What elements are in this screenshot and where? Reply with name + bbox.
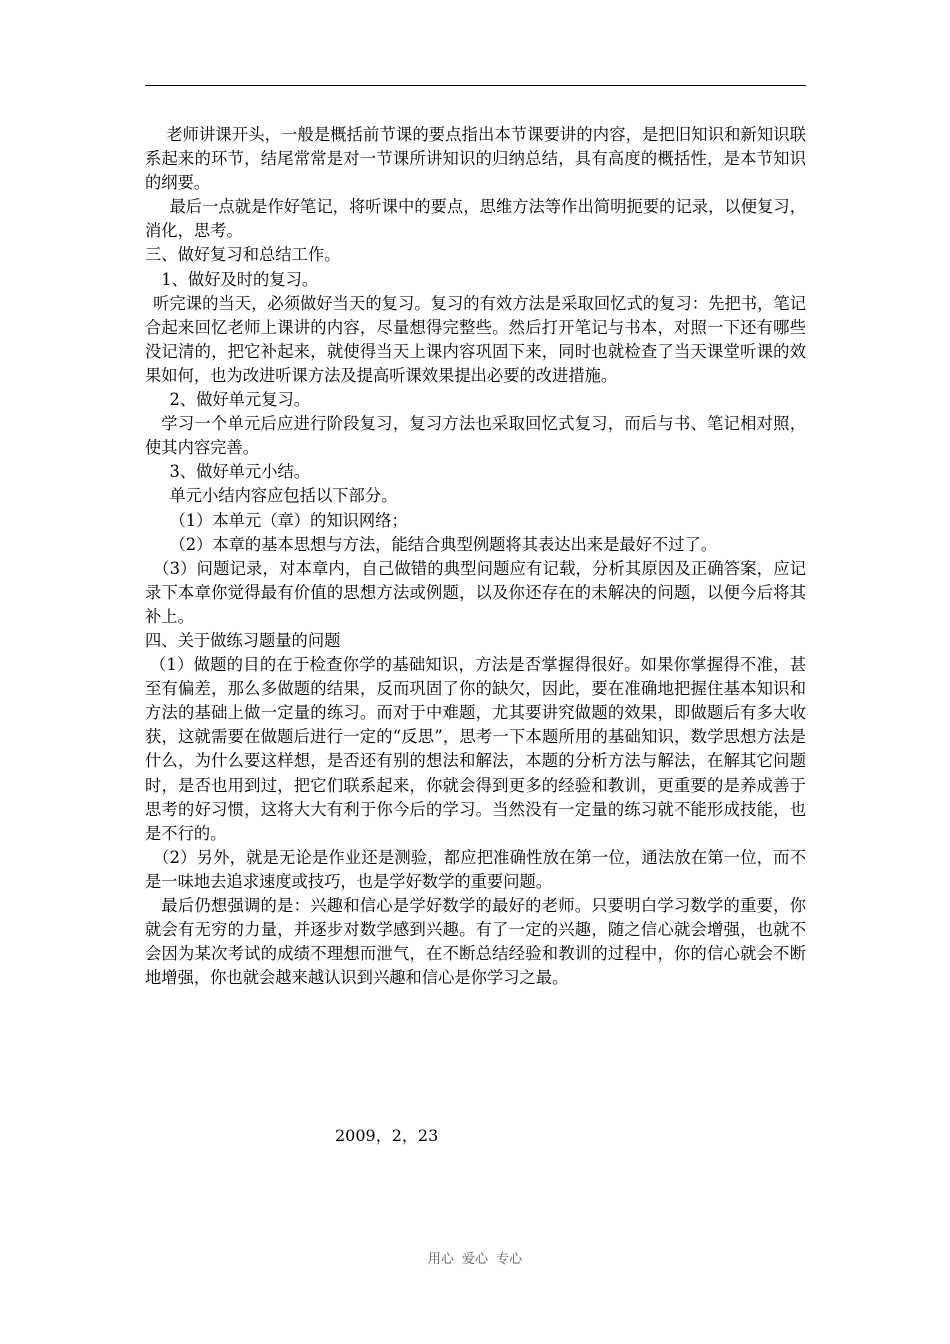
paragraph: 最后仍想强调的是：兴趣和信心是学好数学的最好的老师。只要明白学习数学的重要，你就会有无穷的力量，并逐步对数学感到兴趣。有了一定的兴趣，随之信心就会增强，也就不会因为某次考试的成绩不理想而泄气，在不断总结经验和教训的过程中，你的信心就会不断地增强，你也就会越来越认识到兴趣和信心是你学习之最。 <box>145 896 806 988</box>
document-body <box>145 123 806 990</box>
paragraph: 3、做好单元小结。 <box>169 462 311 482</box>
header-rule <box>145 85 806 86</box>
paragraph: 听完课的当天，必须做好当天的复习。复习的有效方法是采取回忆式的复习：先把书，笔记合起来回忆老师上课讲的内容，尽量想得完整些。然后打开笔记与书本，对照一下还有哪些没记清的，把它补起来，就使得当天上课内容巩固下来，同时也就检查了当天课堂听课的效果如何，也为改进听课方法及提高听课效果提出必要的改进措施。 <box>145 293 806 385</box>
paragraph: （1）本单元（章）的知识网络； <box>169 510 408 530</box>
paragraph: 单元小结内容应包括以下部分。 <box>169 486 398 506</box>
paragraph: 四、关于做练习题量的问题 <box>145 630 341 650</box>
paragraph: 老师讲课开头，一般是概括前节课的要点指出本节课要讲的内容，是把旧知识和新知识联系起来的环节，结尾常常是对一节课所讲知识的归纳总结，具有高度的概括性，是本节知识的纲要。 <box>145 125 806 193</box>
paragraph: 三、做好复习和总结工作。 <box>145 245 341 265</box>
paragraph: （3）问题记录，对本章内，自己做错的典型问题应有记载，分析其原因及正确答案，应记录下本章你觉得最有价值的思想方法或例题，以及你还存在的未解决的问题，以便今后将其补上。 <box>145 558 806 626</box>
paragraph: （2）本章的基本思想与方法，能结合典型例题将其表达出来是最好不过了。 <box>169 534 718 554</box>
paragraph: （2）另外，就是无论是作业还是测验，都应把准确性放在第一位，通法放在第一位，而不是一味地去追求速度或技巧，也是学好数学的重要问题。 <box>145 847 806 891</box>
paragraph: 1、做好及时的复习。 <box>161 269 319 289</box>
page-footer: 用心 爱心 专心 <box>427 1252 523 1267</box>
paragraph: 最后一点就是作好笔记，将听课中的要点，思维方法等作出简明扼要的记录，以便复习，消化，思考。 <box>145 197 806 241</box>
paragraph: （1）做题的目的在于检查你学的基础知识，方法是否掌握得很好。如果你掌握得不准，甚至有偏差，那么多做题的结果，反而巩固了你的缺欠，因此，要在准确地把握住基本知识和方法的基础上做一定量的练习。而对于中难题，尤其要讲究做题的效果，即做题后有多大收获，这就需要在做题后进行一定的“反思”，思考一下本题所用的基础知识，数学思想方法是什么，为什么要这样想，是否还有别的想法和解法，本题的分析方法与解法，在解其它问题时，是否也用到过，把它们联系起来，你就会得到更多的经验和教训，更重要的是养成善于思考的好习惯，这将大大有利于你今后的学习。当然没有一定量的练习就不能形成技能，也是不行的。 <box>145 655 806 843</box>
document-date: 2009，2，23 <box>335 1126 439 1145</box>
paragraph: 2、做好单元复习。 <box>169 390 311 410</box>
paragraph: 学习一个单元后应进行阶段复习，复习方法也采取回忆式复习，而后与书、笔记相对照，使其内容完善。 <box>145 414 806 458</box>
